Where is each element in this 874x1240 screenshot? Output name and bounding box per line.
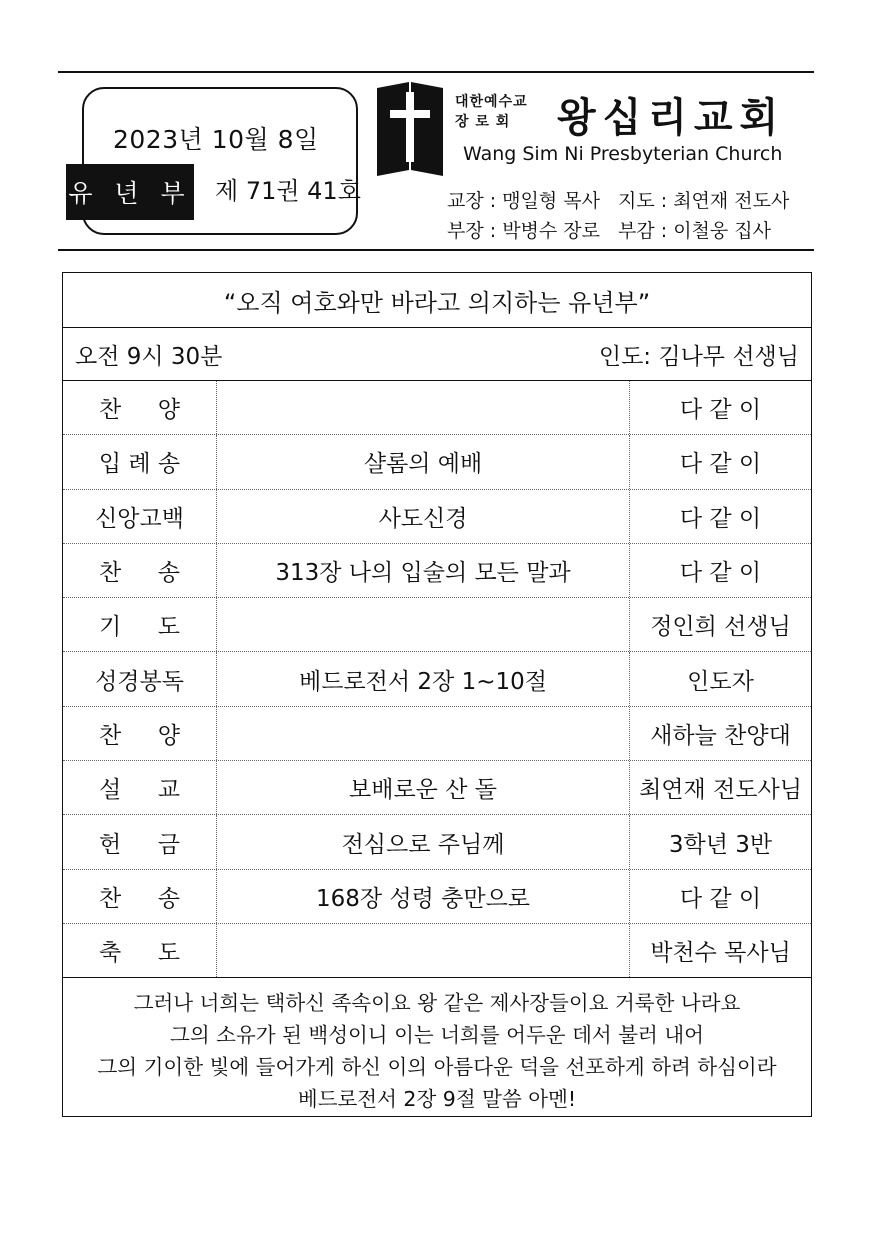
item-content <box>217 381 630 434</box>
item-by: 다 같 이 <box>679 451 762 478</box>
item-content: 168장 성령 충만으로 <box>217 870 630 923</box>
worship-item-row <box>63 761 811 815</box>
worship-item-row <box>63 924 811 978</box>
item-part: 찬 양 <box>63 381 217 434</box>
item-by: 3학년 3반 <box>668 831 773 858</box>
issue-number: 제 71권 41호 <box>215 177 361 205</box>
item-content <box>217 707 630 760</box>
verse-line: 그러나 너희는 택하신 족속이요 왕 같은 제사장들이요 거룩한 나라요 <box>133 991 741 1016</box>
order-of-worship <box>62 272 812 1117</box>
item-by: 다 같 이 <box>679 885 762 912</box>
staff-line-2 <box>447 216 771 243</box>
worship-item-row <box>63 652 811 706</box>
item-by: 인도자 <box>687 668 754 695</box>
item-by: 다 같 이 <box>679 397 762 424</box>
service-leader: 인도: 김나무 선생님 <box>598 343 799 370</box>
worship-items <box>63 381 811 978</box>
bottom-rule <box>58 249 814 251</box>
item-part: 입 례 송 <box>63 435 217 488</box>
worship-item-row <box>63 435 811 489</box>
item-content <box>217 598 630 651</box>
verse-reference: 베드로전서 2장 9절 말씀 아멘! <box>297 1087 577 1112</box>
item-content: 사도신경 <box>217 490 630 543</box>
service-time: 오전 9시 30분 <box>75 343 223 370</box>
church-name-english: Wang Sim Ni Presbyterian Church <box>463 143 783 165</box>
item-by: 새하늘 찬양대 <box>650 722 791 749</box>
item-content <box>217 924 630 977</box>
director: 지도 : 최연재 전도사 <box>618 190 790 212</box>
item-part: 찬 송 <box>63 870 217 923</box>
worship-item-row <box>63 707 811 761</box>
worship-item-row <box>63 490 811 544</box>
church-logo-icon <box>377 82 443 176</box>
verse-line: 그의 소유가 된 백성이니 이는 너희를 어두운 데서 불러 내어 <box>170 1023 704 1048</box>
motto: “오직 여호와만 바라고 의지하는 유년부” <box>63 273 811 328</box>
worship-item-row <box>63 815 811 869</box>
superintendent: 부장 : 박병수 장로 <box>447 220 600 242</box>
item-part: 성경봉독 <box>63 652 217 705</box>
item-content: 전심으로 주님께 <box>217 815 630 868</box>
item-content: 샬롬의 예배 <box>217 435 630 488</box>
worship-item-row <box>63 381 811 435</box>
item-by: 정인희 선생님 <box>650 614 791 641</box>
worship-item-row <box>63 870 811 924</box>
item-by: 다 같 이 <box>679 505 762 532</box>
item-part: 헌 금 <box>63 815 217 868</box>
item-part: 축 도 <box>63 924 217 977</box>
bulletin-date: 2023년 10월 8일 <box>113 125 319 154</box>
worship-item-row <box>63 544 811 598</box>
item-part: 찬 양 <box>63 707 217 760</box>
department-label: 유 년 부 <box>66 164 194 220</box>
denomination: 대한예수교 장 로 회 <box>455 94 528 130</box>
item-by: 다 같 이 <box>679 560 762 587</box>
item-by: 최연재 전도사님 <box>639 777 802 804</box>
item-part: 설 교 <box>63 761 217 814</box>
worship-item-row <box>63 598 811 652</box>
top-rule <box>58 71 814 73</box>
item-part: 찬 송 <box>63 544 217 597</box>
church-name: 왕십리교회 <box>557 94 786 141</box>
item-part: 기 도 <box>63 598 217 651</box>
item-content: 베드로전서 2장 1~10절 <box>217 652 630 705</box>
principal: 교장 : 맹일형 목사 <box>447 190 600 212</box>
item-content: 313장 나의 입술의 모든 말과 <box>217 544 630 597</box>
staff-line-1 <box>447 186 789 213</box>
item-content: 보배로운 산 돌 <box>217 761 630 814</box>
service-info <box>63 328 811 381</box>
item-part: 신앙고백 <box>63 490 217 543</box>
item-by: 박천수 목사님 <box>650 940 791 967</box>
verse-line: 그의 기이한 빛에 들어가게 하신 이의 아름다운 덕을 선포하게 하려 하심이라 <box>97 1055 777 1080</box>
bible-verse <box>63 978 811 1115</box>
vice-superintendent: 부감 : 이철웅 집사 <box>618 220 771 242</box>
